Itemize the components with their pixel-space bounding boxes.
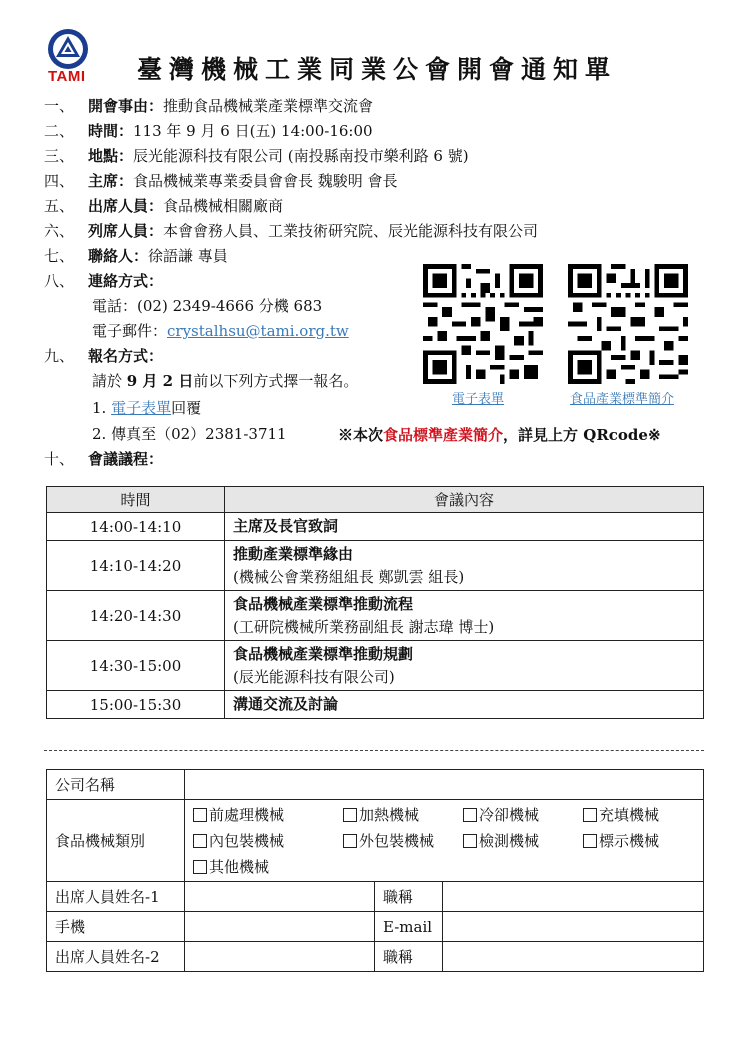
email-field[interactable] — [443, 912, 704, 942]
email-label: E-mail — [375, 912, 443, 942]
register-deadline: 請於 9 月 2 日前以下列方式擇一報名。 — [92, 372, 359, 390]
checkbox-icon — [343, 834, 357, 848]
category-checkbox[interactable]: 檢測機械 — [463, 830, 583, 851]
category-checkbox[interactable]: 加熱機械 — [343, 804, 463, 825]
category-checkbox[interactable]: 其他機械 — [193, 856, 343, 877]
category-checkbox[interactable]: 標示機械 — [583, 830, 703, 851]
item-location: 三、 地點：辰光能源科技有限公司 (南投縣南投市樂利路 6 號) — [44, 147, 469, 165]
agenda-table — [46, 486, 704, 719]
attendee2-title-field[interactable] — [443, 942, 704, 972]
checkbox-icon — [583, 808, 597, 822]
agenda-time: 15:00-15:30 — [47, 691, 225, 719]
registration-form — [46, 769, 704, 972]
attendee1-field[interactable] — [185, 882, 375, 912]
agenda-row — [47, 513, 704, 541]
checkbox-icon — [343, 808, 357, 822]
category-checkbox[interactable]: 前處理機械 — [193, 804, 343, 825]
agenda-header-row — [47, 487, 704, 513]
agenda-time: 14:30-15:00 — [47, 641, 225, 691]
email-link[interactable]: crystalhsu@tami.org.tw — [167, 322, 349, 340]
register-option-1: 1. 電子表單回覆 — [92, 399, 202, 417]
item-attendees: 五、 出席人員：食品機械相關廠商 — [44, 197, 284, 215]
checkbox-icon — [463, 834, 477, 848]
attendee1-label: 出席人員姓名-1 — [47, 882, 185, 912]
qr-caption-e-form[interactable]: 電子表單 — [452, 392, 505, 407]
mobile-label: 手機 — [47, 912, 185, 942]
checkbox-icon — [193, 808, 207, 822]
agenda-time: 14:10-14:20 — [47, 541, 225, 591]
standards-intro-qr-code[interactable] — [568, 264, 688, 384]
item-contact-person: 七、 聯絡人：徐語謙 專員 — [44, 247, 228, 265]
mobile-field[interactable] — [185, 912, 375, 942]
item-time: 二、 時間：113 年 9 月 6 日(五) 14:00-16:00 — [44, 122, 373, 140]
qr-note: ※本次食品標準產業簡介，詳見上方 QRcode※ — [338, 426, 661, 444]
attendee1-title-field[interactable] — [443, 882, 704, 912]
agenda-content: 食品機械產業標準推動規劃 (辰光能源科技有限公司) — [225, 641, 704, 691]
category-label: 食品機械類別 — [47, 800, 185, 882]
attendee2-label: 出席人員姓名-2 — [47, 942, 185, 972]
agenda-time: 14:00-14:10 — [47, 513, 225, 541]
category-checkbox[interactable]: 冷卻機械 — [463, 804, 583, 825]
attendee2-field[interactable] — [185, 942, 375, 972]
checkbox-icon — [583, 834, 597, 848]
contact-email: 電子郵件：crystalhsu@tami.org.tw — [92, 322, 349, 340]
checkbox-icon — [193, 860, 207, 874]
agenda-content: 溝通交流及討論 — [225, 691, 704, 719]
agenda-time: 14:20-14:30 — [47, 591, 225, 641]
checkbox-icon — [193, 834, 207, 848]
e-form-link[interactable]: 電子表單 — [111, 399, 172, 417]
category-options — [185, 800, 704, 882]
item-registration: 九、 報名方式： — [44, 347, 164, 365]
qr-caption-standards[interactable]: 食品產業標準簡介 — [570, 392, 675, 407]
category-checkbox[interactable]: 內包裝機械 — [193, 830, 343, 851]
item-agenda: 十、 會議議程： — [44, 450, 164, 468]
company-name-field[interactable] — [185, 770, 704, 800]
item-observers: 六、 列席人員：本會會務人員、工業技術研究院、辰光能源科技有限公司 — [44, 222, 539, 240]
contact-phone: 電話：(02) 2349-4666 分機 683 — [92, 297, 323, 315]
logo-text: TAMI — [48, 68, 86, 85]
category-checkbox[interactable]: 充填機械 — [583, 804, 703, 825]
agenda-content: 食品機械產業標準推動流程 (工研院機械所業務副組長 謝志瑋 博士) — [225, 591, 704, 641]
agenda-header-content: 會議內容 — [225, 487, 704, 513]
register-option-2: 2. 傳真至（02）2381-3711 — [92, 425, 287, 443]
e-form-qr-code[interactable] — [423, 264, 543, 384]
agenda-header-time: 時間 — [47, 487, 225, 513]
agenda-row — [47, 541, 704, 591]
attendee2-title-label: 職稱 — [375, 942, 443, 972]
checkbox-icon — [463, 808, 477, 822]
agenda-content: 推動產業標準緣由 (機械公會業務組組長 鄭凱雲 組長) — [225, 541, 704, 591]
company-name-label: 公司名稱 — [47, 770, 185, 800]
attendee1-title-label: 職稱 — [375, 882, 443, 912]
category-checkbox[interactable]: 外包裝機械 — [343, 830, 463, 851]
agenda-row — [47, 641, 704, 691]
item-chair: 四、 主席：食品機械業專業委員會會長 魏駿明 會長 — [44, 172, 398, 190]
item-contact-method: 八、 連絡方式： — [44, 272, 164, 290]
agenda-row — [47, 691, 704, 719]
agenda-content: 主席及長官致詞 — [225, 513, 704, 541]
cut-line-divider — [44, 750, 704, 751]
page-title: 臺灣機械工業同業公會開會通知單 — [136, 55, 617, 84]
item-purpose: 一、 開會事由：推動食品機械業產業標準交流會 — [44, 97, 374, 115]
agenda-row — [47, 591, 704, 641]
